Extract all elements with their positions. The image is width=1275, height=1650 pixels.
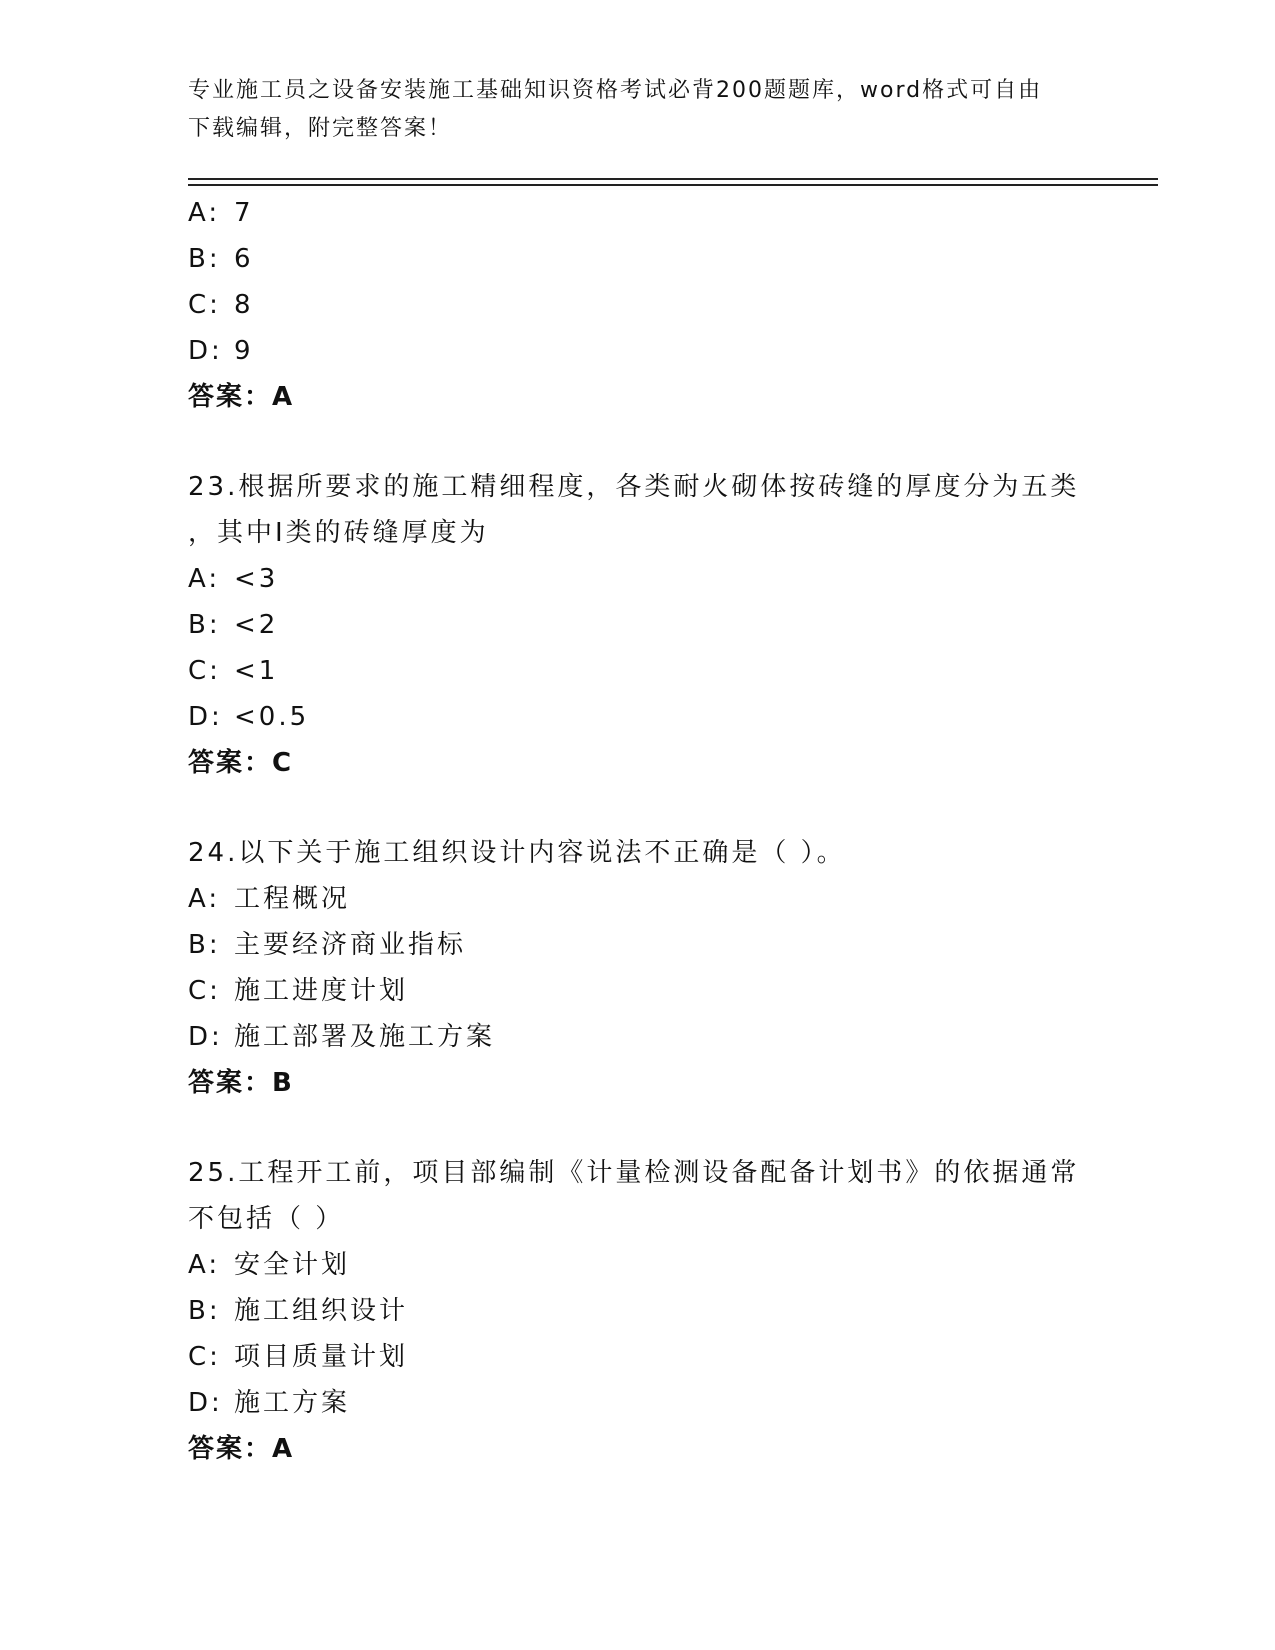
answer-line: 答案：A [188,382,295,412]
header-line-1: 专业施工员之设备安装施工基础知识资格考试必背200题题库，word格式可自由 [188,78,1043,103]
option-c: C: 8 [188,290,254,320]
question-text: 23.根据所要求的施工精细程度，各类耐火砌体按砖缝的厚度分为五类 [188,472,1080,502]
question-block-22 [188,190,1088,420]
option-a: A: <3 [188,564,279,594]
option-d: D: 施工方案 [188,1388,351,1418]
option-c: C: <1 [188,656,279,686]
question-block-23 [188,464,1088,786]
option-d: D: <0.5 [188,702,310,732]
question-block-25 [188,1150,1088,1472]
option-a: A: 工程概况 [188,884,351,914]
header-divider-top [188,178,1158,180]
header-divider-bottom [188,184,1158,186]
option-c: C: 施工进度计划 [188,976,409,1006]
answer-line: 答案：C [188,748,294,778]
option-b: B: 施工组织设计 [188,1296,409,1326]
option-a: A: 7 [188,198,254,228]
option-b: B: <2 [188,610,279,640]
option-b: B: 主要经济商业指标 [188,930,467,960]
option-b: B: 6 [188,244,254,274]
question-list [188,190,1088,1472]
option-d: D: 9 [188,336,254,366]
document-header [188,72,1088,148]
answer-line: 答案：A [188,1434,295,1464]
question-text: 25.工程开工前，项目部编制《计量检测设备配备计划书》的依据通常 [188,1158,1080,1188]
answer-line: 答案：B [188,1068,294,1098]
question-text: 不包括（ ） [188,1204,345,1234]
option-a: A: 安全计划 [188,1250,351,1280]
question-block-24 [188,830,1088,1106]
question-text: ，其中Ⅰ类的砖缝厚度为 [188,518,489,548]
option-d: D: 施工部署及施工方案 [188,1022,496,1052]
header-line-2: 下载编辑，附完整答案！ [188,116,453,141]
question-text: 24.以下关于施工组织设计内容说法不正确是（ ）。 [188,838,846,868]
option-c: C: 项目质量计划 [188,1342,409,1372]
